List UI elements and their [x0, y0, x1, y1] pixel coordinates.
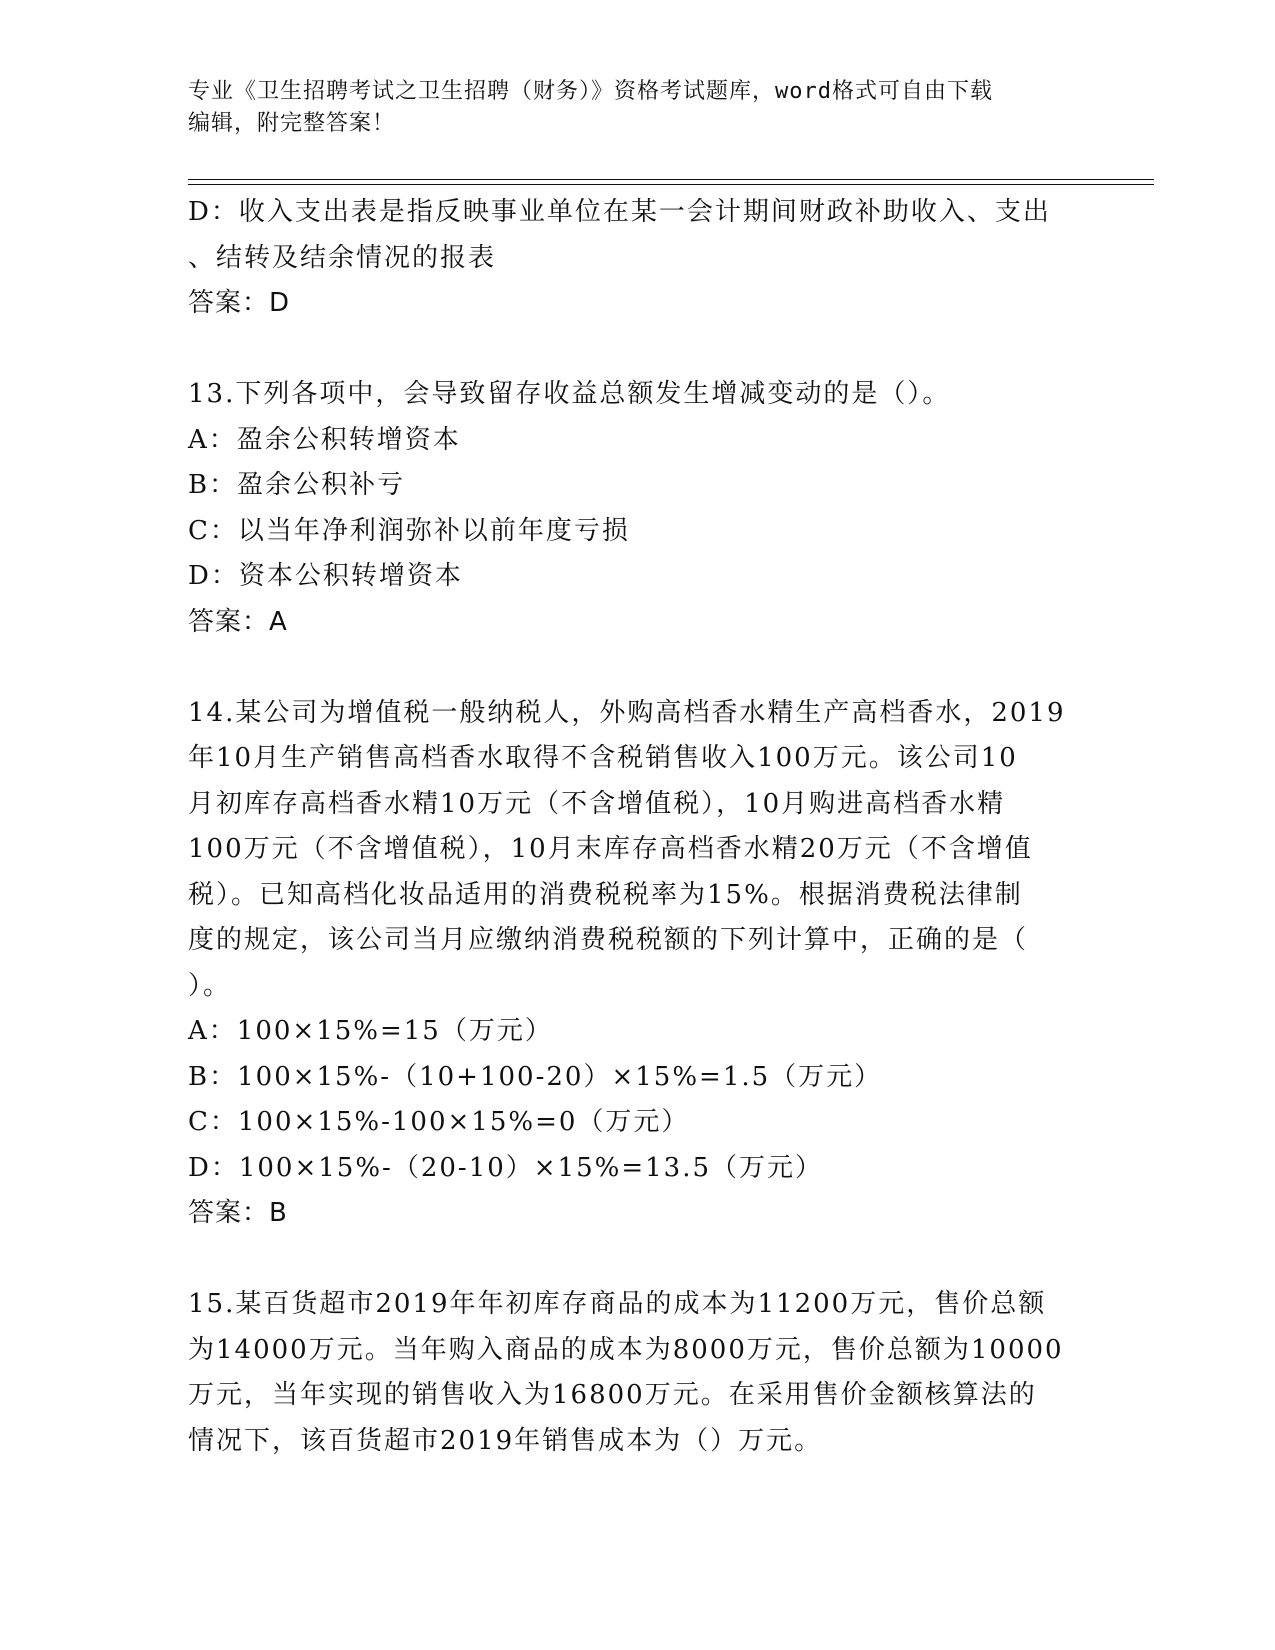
q14-stem-line: 度的规定，该公司当月应缴纳消费税税额的下列计算中，正确的是（ — [188, 925, 1029, 955]
spacer — [188, 327, 1088, 373]
q14-stem-line: 月初库存高档香水精10万元（不含增值税），10月购进高档香水精 — [188, 788, 1006, 819]
q13-option-a: A：盈余公积转增资本 — [188, 424, 461, 455]
q14-stem-line: 100万元（不含增值税），10月末库存高档香水精20万元（不含增值 — [188, 834, 1033, 864]
q13-option-b: B：盈余公积补亏 — [188, 470, 406, 500]
q15-stem-line: 万元，当年实现的销售收入为16800万元。在采用售价金额核算法的 — [188, 1380, 1037, 1410]
q12-answer: 答案：D — [188, 288, 291, 318]
q15-stem-line: 15.某百货超市2019年年初库存商品的成本为11200万元，售价总额 — [188, 1289, 1047, 1319]
q14-option-b: B：100×15%-（10+100-20）×15%=1.5（万元） — [188, 1061, 883, 1092]
q12-option-d-line2: 、结转及结余情况的报表 — [188, 242, 497, 273]
question-content — [188, 190, 1088, 1464]
header-line-2: 编辑，附完整答案！ — [188, 111, 396, 136]
q14-option-d: D：100×15%-（20-10）×15%=13.5（万元） — [188, 1152, 824, 1183]
header-divider-bottom — [188, 184, 1154, 185]
q14-stem-line: 年10月生产销售高档香水取得不含税销售收入100万元。该公司10 — [188, 743, 1018, 773]
q12-option-d-line1: D：收入支出表是指反映事业单位在某一会计期间财政补助收入、支出 — [188, 197, 1051, 227]
q14-stem-line: 税）。已知高档化妆品适用的消费税税率为15%。根据消费税法律制 — [188, 879, 1023, 910]
q14-option-a: A：100×15%=15（万元） — [188, 1016, 553, 1046]
header-divider-top — [188, 179, 1154, 180]
q14-option-c: C：100×15%-100×15%=0（万元） — [188, 1107, 690, 1137]
q15-stem-line: 为14000万元。当年购入商品的成本为8000万元，售价总额为10000 — [188, 1334, 1064, 1365]
spacer — [188, 645, 1088, 691]
q14-answer: 答案：B — [188, 1198, 288, 1228]
q13-option-d: D：资本公积转增资本 — [188, 561, 463, 591]
q14-stem-line: ）。 — [188, 970, 232, 1001]
header-line-1: 专业《卫生招聘考试之卫生招聘（财务）》资格考试题库，word格式可自由下载 — [188, 79, 993, 104]
q14-stem-line: 14.某公司为增值税一般纳税人，外购高档香水精生产高档香水，2019 — [188, 697, 1066, 728]
q13-stem: 13.下列各项中，会导致留存收益总额发生增减变动的是（）。 — [188, 379, 951, 409]
q13-option-c: C：以当年净利润弥补以前年度亏损 — [188, 515, 630, 546]
q15-stem-line: 情况下，该百货超市2019年销售成本为（）万元。 — [188, 1425, 823, 1456]
document-header — [188, 76, 1088, 140]
q13-answer: 答案：A — [188, 606, 288, 637]
spacer — [188, 1237, 1088, 1283]
